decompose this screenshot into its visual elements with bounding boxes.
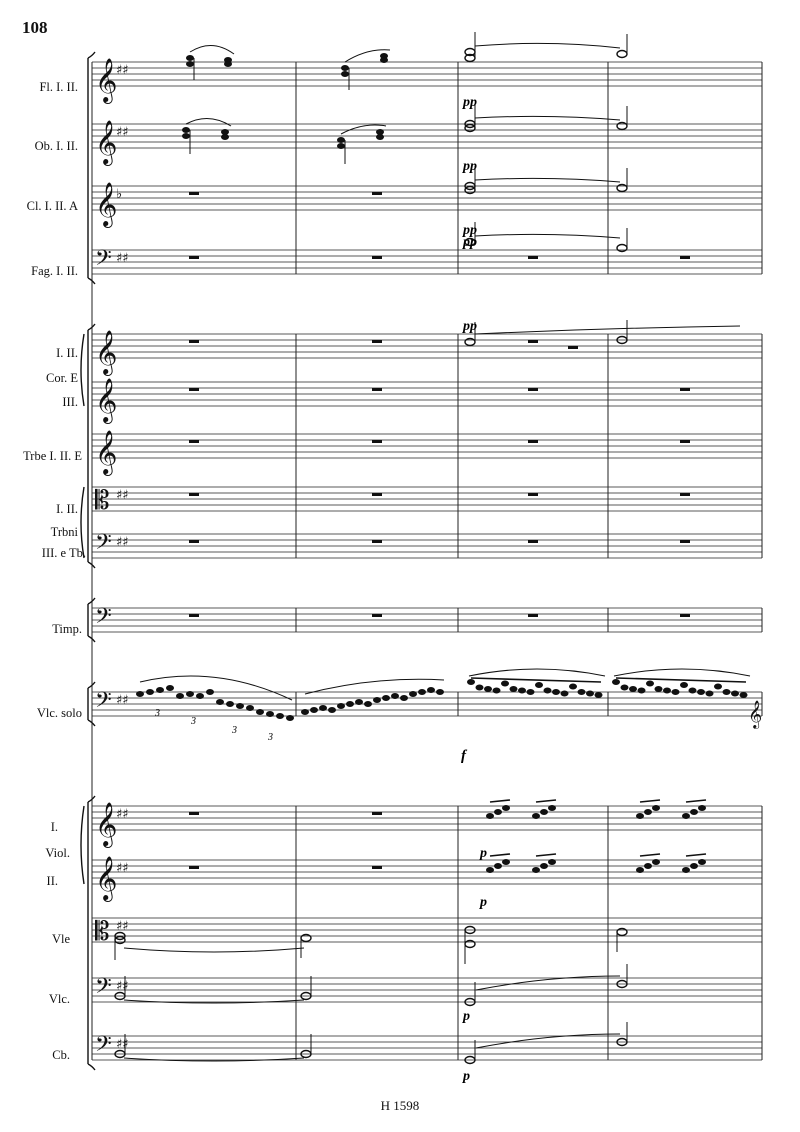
sixteenth-note — [535, 682, 543, 688]
bracket-hook — [88, 52, 95, 58]
notes — [115, 32, 748, 1064]
sixteenth-note — [548, 805, 556, 811]
slur — [475, 178, 620, 182]
note — [341, 65, 349, 71]
bass-clef: 𝄢 — [95, 246, 112, 276]
label-flutes: Fl. I. II. — [39, 80, 78, 94]
whole-rest — [189, 493, 199, 496]
brace — [81, 334, 84, 406]
sixteenth-note — [136, 691, 144, 697]
sixteenth-note — [256, 709, 264, 715]
slur — [124, 1000, 304, 1003]
whole-rest — [680, 256, 690, 259]
label-trombones-1-2: I. II. — [56, 502, 78, 516]
bass-clef: 𝄢 — [95, 604, 112, 634]
sixteenth-note — [578, 689, 586, 695]
note — [337, 137, 345, 143]
sixteenth-note — [216, 699, 224, 705]
beam — [471, 678, 601, 682]
whole-rest — [568, 346, 578, 349]
whole-rest — [189, 540, 199, 543]
whole-rest — [189, 340, 199, 343]
treble-clef: 𝄞 — [95, 120, 118, 164]
sixteenth-note — [266, 711, 274, 717]
slur — [124, 948, 304, 952]
sixteenth-note — [527, 689, 535, 695]
sixteenth-note — [382, 695, 390, 701]
sixteenth-note — [486, 867, 494, 873]
label-basses: Cb. — [52, 1048, 70, 1062]
beam — [686, 800, 706, 802]
key-signature: ♯♯ — [116, 979, 129, 994]
sixteenth-note — [706, 691, 714, 697]
alto-clef: 𝄡 — [95, 486, 110, 516]
whole-rest — [189, 388, 199, 391]
sixteenth-note — [540, 809, 548, 815]
sixteenth-note — [540, 863, 548, 869]
sixteenth-note — [636, 867, 644, 873]
sixteenth-note — [310, 707, 318, 713]
label-violas: Vle — [51, 932, 70, 946]
whole-rest — [680, 614, 690, 617]
beam — [490, 854, 510, 856]
brace — [81, 806, 84, 884]
sixteenth-note — [663, 688, 671, 694]
whole-rest — [680, 540, 690, 543]
label-clarinets: Cl. I. II. A — [26, 199, 78, 213]
sixteenth-note — [682, 867, 690, 873]
label-cellos: Vlc. — [48, 992, 70, 1006]
tuplet-number: 3 — [191, 716, 196, 727]
label-violin-2: II. — [46, 874, 58, 888]
key-signature: ♭ — [116, 187, 123, 202]
bass-clef: 𝄢 — [95, 974, 112, 1004]
sixteenth-note — [621, 685, 629, 691]
sixteenth-note — [636, 813, 644, 819]
half-note — [617, 245, 627, 252]
dynamic-flutes-pp: pp — [463, 95, 477, 110]
sixteenth-note — [236, 703, 244, 709]
sixteenth-note — [276, 713, 284, 719]
sixteenth-note — [484, 686, 492, 692]
sixteenth-note — [418, 689, 426, 695]
label-violin-name: Viol. — [45, 846, 70, 860]
whole-rest — [372, 866, 382, 869]
dynamic-cellos-p: p — [463, 1009, 470, 1024]
note — [221, 134, 229, 140]
sixteenth-note — [723, 689, 731, 695]
note — [224, 61, 232, 67]
sixteenth-note — [373, 697, 381, 703]
whole-rest — [372, 388, 382, 391]
sixteenth-note — [391, 693, 399, 699]
sixteenth-note — [196, 693, 204, 699]
sixteenth-note — [494, 809, 502, 815]
slur — [475, 116, 620, 120]
treble-clef: 𝄞 — [95, 330, 118, 374]
key-signature: ♯♯ — [116, 919, 129, 934]
bass-clef: 𝄢 — [95, 1032, 112, 1062]
note — [341, 71, 349, 77]
treble-clef: 𝄞 — [95, 182, 118, 226]
beam — [686, 854, 706, 856]
half-note — [617, 123, 627, 130]
bracket-hook — [88, 1064, 95, 1070]
label-violin-1: I. — [50, 820, 58, 834]
sixteenth-note — [682, 813, 690, 819]
dynamic-violin-2-p: p — [480, 895, 487, 910]
beam — [640, 854, 660, 856]
sixteenth-note — [680, 682, 688, 688]
key-signature: ♯♯ — [116, 63, 129, 78]
half-note — [301, 935, 311, 942]
staff-lines — [92, 62, 762, 1060]
sixteenth-note — [697, 689, 705, 695]
beam — [490, 800, 510, 802]
sixteenth-note — [595, 692, 603, 698]
whole-rest — [680, 493, 690, 496]
sixteenth-note — [518, 688, 526, 694]
key-signature: ♯♯ — [116, 693, 129, 708]
slur — [475, 234, 620, 238]
sixteenth-note — [655, 686, 663, 692]
key-signature: ♯♯ — [116, 861, 129, 876]
tuplet-number: 3 — [268, 732, 273, 743]
sixteenth-note — [569, 684, 577, 690]
tuplet-number: 3 — [232, 725, 237, 736]
sixteenth-note — [319, 705, 327, 711]
half-note — [465, 941, 475, 948]
key-signature: ♯♯ — [116, 251, 129, 266]
sixteenth-note — [532, 813, 540, 819]
sixteenth-note — [301, 709, 309, 715]
sixteenth-note — [646, 681, 654, 687]
sixteenth-note — [586, 691, 594, 697]
label-horns-1-2: I. II. — [56, 346, 78, 360]
key-signature: ♯♯ — [116, 488, 129, 503]
whole-rest — [372, 493, 382, 496]
dynamic-oboes-pp: pp — [463, 159, 477, 174]
sixteenth-note — [436, 689, 444, 695]
barlines — [92, 62, 762, 1060]
sixteenth-note — [698, 859, 706, 865]
sixteenth-note — [226, 701, 234, 707]
sixteenth-note — [400, 695, 408, 701]
sixteenth-note — [427, 687, 435, 693]
sixteenth-note — [672, 689, 680, 695]
sixteenth-note — [476, 685, 484, 691]
bass-clef: 𝄢 — [95, 530, 112, 560]
slur — [469, 669, 605, 676]
sixteenth-note — [364, 701, 372, 707]
treble-clef: 𝄞 — [95, 802, 118, 846]
sixteenth-note — [690, 863, 698, 869]
half-note — [617, 185, 627, 192]
note — [186, 61, 194, 67]
sixteenth-note — [206, 689, 214, 695]
dynamic-clarinets-pp-1: pp — [463, 223, 477, 238]
sixteenth-note — [486, 813, 494, 819]
whole-rest — [528, 440, 538, 443]
whole-rest — [189, 866, 199, 869]
dynamic-cello-solo-f: f — [461, 748, 466, 764]
label-horns-3: III. — [62, 395, 78, 409]
whole-rest — [372, 192, 382, 195]
publisher-plate-number: H 1598 — [380, 1098, 420, 1113]
beam — [616, 678, 746, 682]
whole-rest — [372, 614, 382, 617]
alto-clef: 𝄡 — [95, 917, 110, 947]
whole-rest — [372, 540, 382, 543]
whole-rest — [528, 540, 538, 543]
sixteenth-note — [740, 692, 748, 698]
key-signature: ♯♯ — [116, 535, 129, 550]
whole-rest — [189, 256, 199, 259]
slur — [614, 669, 750, 676]
sixteenth-note — [246, 705, 254, 711]
whole-rest — [680, 388, 690, 391]
whole-rest — [189, 440, 199, 443]
whole-rest — [528, 256, 538, 259]
treble-clef: 𝄞 — [95, 378, 118, 422]
beam — [536, 800, 556, 802]
whole-rest — [189, 192, 199, 195]
slur — [475, 326, 740, 334]
key-signatures — [116, 63, 129, 1052]
treble-clef: 𝄞 — [95, 58, 118, 102]
sixteenth-note — [510, 686, 518, 692]
sixteenth-note — [337, 703, 345, 709]
sixteenth-note — [502, 859, 510, 865]
treble-clef: 𝄞 — [95, 856, 118, 900]
whole-rest — [528, 340, 538, 343]
whole-rest — [372, 340, 382, 343]
sixteenth-note — [176, 693, 184, 699]
sixteenth-note — [548, 859, 556, 865]
whole-rest — [528, 614, 538, 617]
whole-rest — [189, 614, 199, 617]
whole-rest — [680, 440, 690, 443]
label-oboes: Ob. I. II. — [34, 139, 78, 153]
slur — [190, 45, 234, 54]
label-trumpets: Trbe I. II. E — [23, 449, 82, 463]
sixteenth-note — [166, 685, 174, 691]
sixteenth-note — [612, 679, 620, 685]
key-signature: ♯♯ — [116, 807, 129, 822]
note — [380, 57, 388, 63]
sixteenth-note — [409, 691, 417, 697]
note — [337, 143, 345, 149]
system-brackets — [81, 52, 95, 1070]
sixteenth-note — [501, 681, 509, 687]
tuplet-number: 3 — [155, 708, 160, 719]
half-note — [465, 339, 475, 346]
whole-rest — [189, 812, 199, 815]
half-note — [617, 929, 627, 936]
sixteenth-note — [286, 715, 294, 721]
sixteenth-note — [346, 701, 354, 707]
sixteenth-note — [689, 688, 697, 694]
note — [182, 133, 190, 139]
note — [186, 55, 194, 61]
key-signature: ♯♯ — [116, 125, 129, 140]
dynamic-horns-pp: pp — [463, 319, 477, 334]
beam — [536, 854, 556, 856]
sixteenth-note — [652, 805, 660, 811]
sixteenth-note — [532, 867, 540, 873]
sixteenth-note — [355, 699, 363, 705]
sixteenth-note — [544, 688, 552, 694]
brace — [81, 487, 84, 558]
sixteenth-note — [186, 691, 194, 697]
page-number: 108 — [22, 18, 48, 37]
beam — [640, 800, 660, 802]
sixteenth-note — [467, 679, 475, 685]
whole-rest — [372, 812, 382, 815]
bass-clef: 𝄢 — [95, 688, 112, 718]
slur — [475, 43, 620, 48]
note — [182, 127, 190, 133]
sixteenth-note — [493, 688, 501, 694]
dynamic-clarinets-pp-2: pp — [463, 235, 477, 250]
whole-rest — [528, 493, 538, 496]
sixteenth-note — [714, 684, 722, 690]
sixteenth-note — [552, 689, 560, 695]
sixteenth-note — [629, 686, 637, 692]
label-trombones-name: Trbni — [50, 525, 78, 539]
label-timpani: Timp. — [52, 622, 82, 636]
sixteenth-note — [561, 691, 569, 697]
label-cello-solo: Vlc. solo — [36, 706, 82, 720]
sixteenth-note — [698, 805, 706, 811]
sixteenth-note — [146, 689, 154, 695]
sixteenth-note — [156, 687, 164, 693]
sixteenth-note — [652, 859, 660, 865]
whole-rest — [372, 256, 382, 259]
key-signature: ♯♯ — [116, 1037, 129, 1052]
whole-rest — [528, 388, 538, 391]
label-bassoons: Fag. I. II. — [31, 264, 78, 278]
clefs — [95, 58, 762, 1062]
treble-clef-change: 𝄞 — [748, 700, 763, 728]
whole-rests — [189, 192, 690, 869]
sixteenth-note — [731, 691, 739, 697]
dynamic-violin-1-p: p — [480, 846, 487, 861]
sixteenth-note — [494, 863, 502, 869]
half-note — [617, 51, 627, 58]
slur — [186, 118, 231, 126]
sixteenth-note — [502, 805, 510, 811]
whole-rest — [372, 440, 382, 443]
note — [376, 134, 384, 140]
sixteenth-note — [690, 809, 698, 815]
sixteenth-note — [644, 809, 652, 815]
label-trombones-3-tuba: III. e Tb. — [41, 546, 86, 560]
sixteenth-note — [644, 863, 652, 869]
sixteenth-note — [638, 688, 646, 694]
dynamic-basses-p: p — [463, 1069, 470, 1084]
label-horns-name: Cor. E — [46, 371, 78, 385]
slur — [124, 1058, 304, 1061]
treble-clef: 𝄞 — [95, 430, 118, 474]
sixteenth-note — [328, 707, 336, 713]
